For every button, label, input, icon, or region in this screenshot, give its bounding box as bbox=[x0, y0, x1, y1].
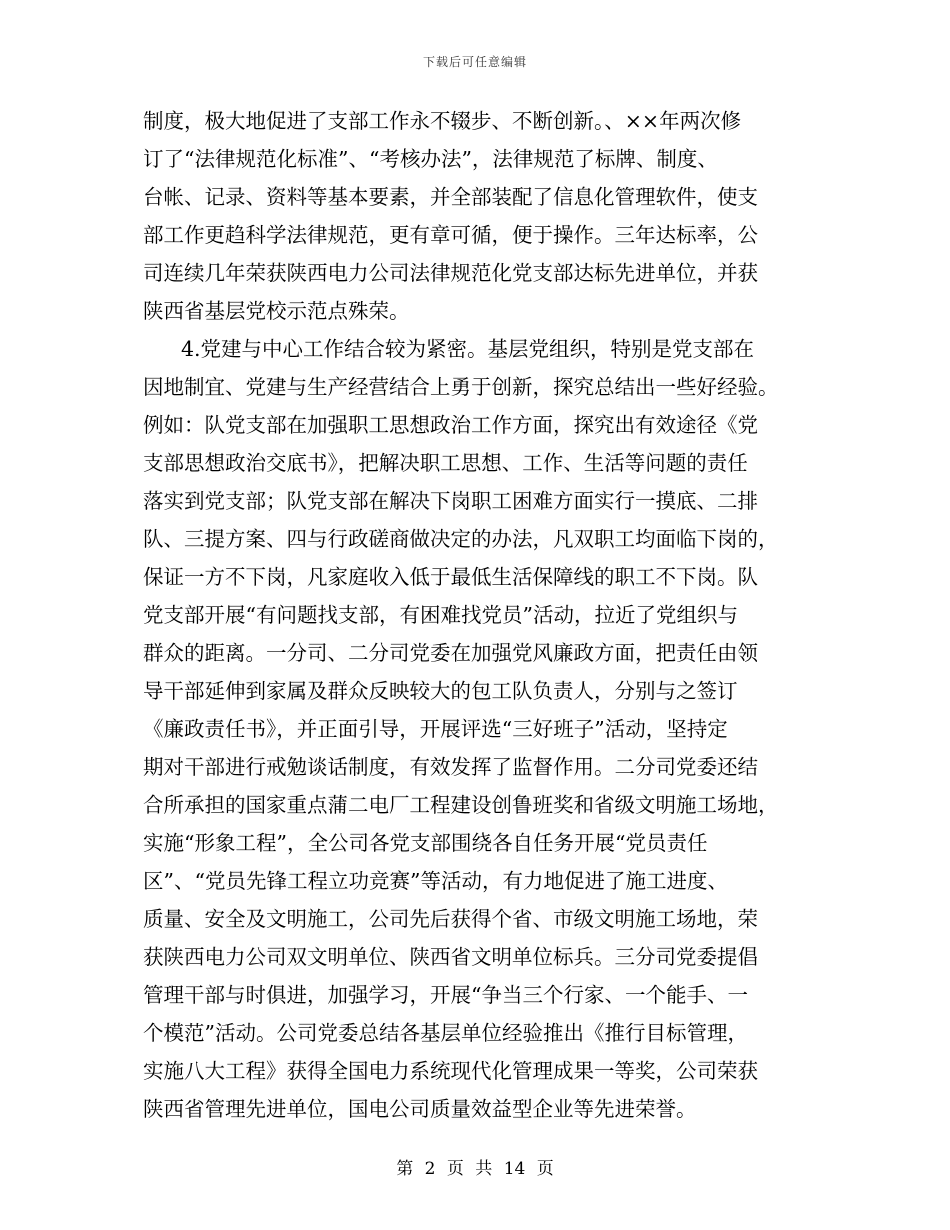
text-line: 《廉政责任书》，并正面引导，开展评选“三好班子”活动，坚持定 bbox=[143, 717, 728, 741]
text-line: 党支部开展“有问题找支部，有困难找党员”活动，拉近了党组织与 bbox=[143, 603, 738, 627]
text-line: 导干部延伸到家属及群众反映较大的包工队负责人，分别与之签订 bbox=[143, 679, 738, 703]
text-line: 例如：队党支部在加强职工思想政治工作方面，探究出有效途径《党 bbox=[143, 413, 758, 437]
page-header: 下载后可任意编辑 bbox=[422, 55, 527, 69]
text-line: 个模范”活动。公司党委总结各基层单位经验推出《推行目标管理， bbox=[143, 1021, 748, 1045]
text-line: 支部思想政治交底书》，把解决职工思想、工作、生活等问题的责任 bbox=[143, 451, 748, 475]
text-line: 队、三提方案、四与行政磋商做决定的办法，凡双职工均面临下岗的， bbox=[143, 527, 779, 551]
text-line: 制度，极大地促进了支部工作永不辍步、不断创新。、××年两次修 bbox=[143, 109, 742, 133]
text-line: 群众的距离。一分司、二分司党委在加强党风廉政方面，把责任由领 bbox=[143, 641, 758, 665]
text-line: 落实到党支部；队党支部在解决下岗职工困难方面实行一摸底、二排 bbox=[143, 489, 758, 513]
text-line: 管理干部与时俱进，加强学习，开展“争当三个行家、一个能手、一 bbox=[143, 983, 748, 1007]
text-line: 因地制宜、党建与生产经营结合上勇于创新，探究总结出一些好经验。 bbox=[143, 375, 779, 399]
text-line: 保证一方不下岗，凡家庭收入低于最低生活保障线的职工不下岗。队 bbox=[143, 565, 758, 589]
text-line: 实施八大工程》获得全国电力系统现代化管理成果一等奖，公司荣获 bbox=[143, 1059, 758, 1083]
text-line: 订了“法律规范化标准”、“考核办法”，法律规范了标牌、制度、 bbox=[143, 147, 718, 171]
page-footer: 第 2 页 共 14 页 bbox=[396, 1159, 554, 1179]
text-line: 台帐、记录、资料等基本要素，并全部装配了信息化管理软件，使支 bbox=[143, 185, 758, 209]
text-line: 司连续几年荣获陕西电力公司法律规范化党支部达标先进单位，并获 bbox=[143, 261, 758, 285]
text-line: 实施“形象工程”，全公司各党支部围绕各自任务开展“党员责任 bbox=[143, 831, 708, 855]
text-line: 合所承担的国家重点蒲二电厂工程建设创鲁班奖和省级文明施工场地， bbox=[143, 793, 779, 817]
document-body bbox=[143, 102, 823, 1128]
paragraph-start-line: 4.党建与中心工作结合较为紧密。基层党组织，特别是党支部在 bbox=[181, 337, 755, 361]
text-line: 质量、安全及文明施工，公司先后获得个省、市级文明施工场地，荣 bbox=[143, 907, 758, 931]
text-line: 区”、“党员先锋工程立功竞赛”等活动，有力地促进了施工进度、 bbox=[143, 869, 728, 893]
text-line: 期对干部进行戒勉谈话制度，有效发挥了监督作用。二分司党委还结 bbox=[143, 755, 758, 779]
text-line: 陕西省管理先进单位，国电公司质量效益型企业等先进荣誉。 bbox=[143, 1097, 697, 1121]
text-line: 获陕西电力公司双文明单位、陕西省文明单位标兵。三分司党委提倡 bbox=[143, 945, 758, 969]
text-line: 部工作更趋科学法律规范，更有章可循，便于操作。三年达标率，公 bbox=[143, 223, 758, 247]
text-line: 陕西省基层党校示范点殊荣。 bbox=[143, 299, 410, 323]
